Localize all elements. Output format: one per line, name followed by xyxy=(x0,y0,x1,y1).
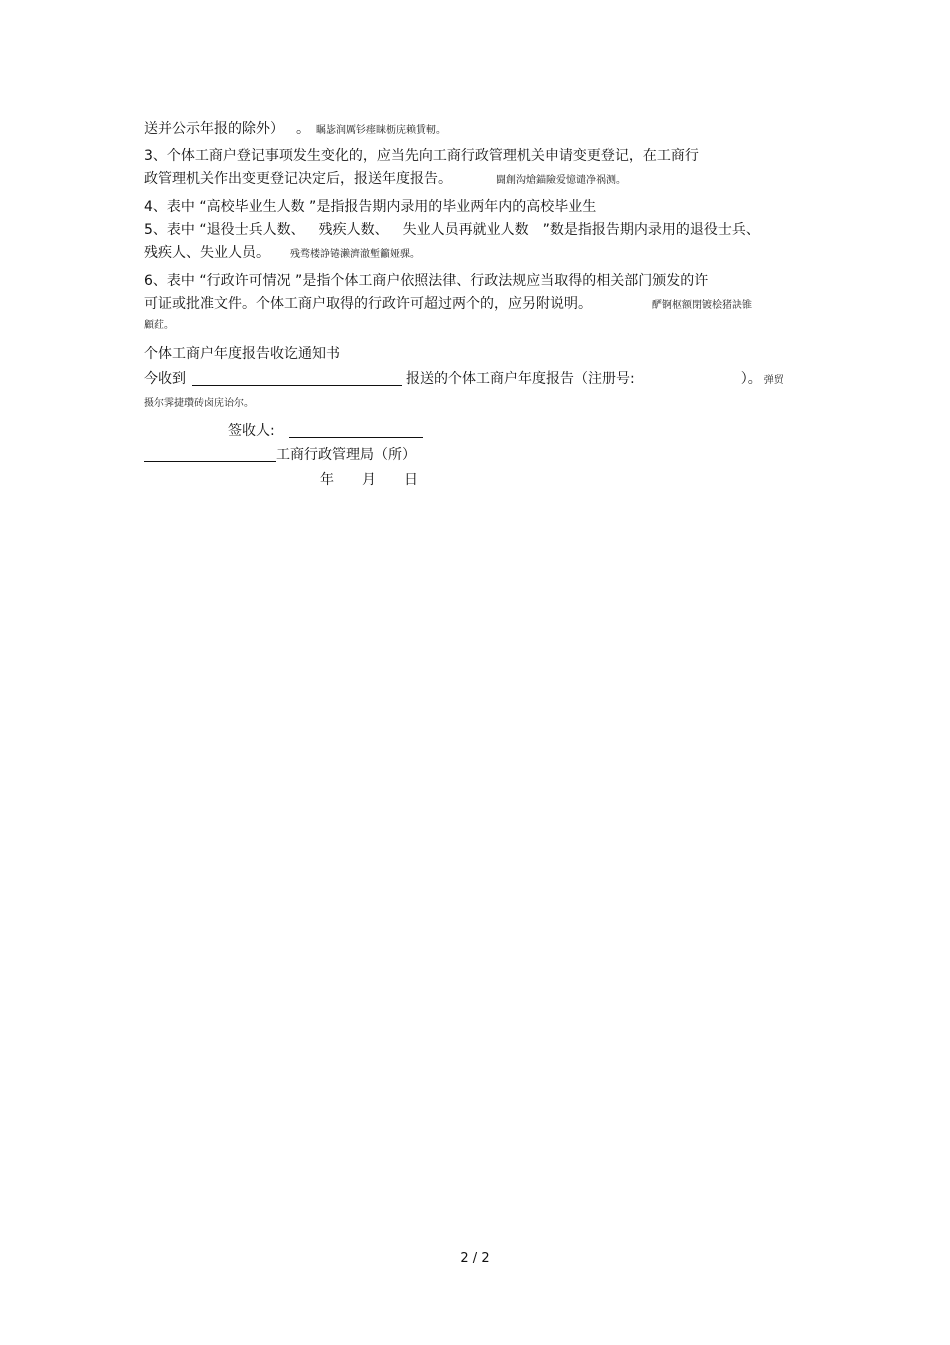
signer-label: 签收人: xyxy=(228,423,275,439)
line-5-part-a: 5、表中 “退役士兵人数、 xyxy=(144,222,305,238)
bureau-name-blank[interactable] xyxy=(144,447,276,462)
line-7-text: 6、表中 “行政许可情况 ”是指个体工商户依照法律、行政法规应当取得的相关部门颁发的许 xyxy=(144,273,709,289)
paragraph-line-8 xyxy=(144,295,752,313)
received-end: ）。 xyxy=(740,371,762,387)
received-from-blank[interactable] xyxy=(192,371,402,386)
received-prefix: 今收到 xyxy=(144,371,186,387)
line-5-part-d: ”数是指报告期内录用的退役士兵、 xyxy=(542,222,760,238)
paragraph-line-6 xyxy=(144,244,420,262)
line-9-noise: 顧荭。 xyxy=(144,320,174,331)
registration-number-blank[interactable] xyxy=(635,371,741,386)
date-day: 日 xyxy=(404,472,418,488)
received-mid: 报送的个体工商户年度报告（注册号: xyxy=(406,371,635,387)
line-2-text: 3、个体工商户登记事项发生变化的，应当先向工商行政管理机关申请变更登记，在工商行 xyxy=(144,148,699,164)
paragraph-line-4 xyxy=(144,198,596,216)
bureau-line xyxy=(144,446,416,464)
line-8-text: 可证或批准文件。个体工商户取得的行政许可超过两个的，应另附说明。 xyxy=(144,296,592,312)
line-4-text: 4、表中 “高校毕业生人数 ”是指报告期内录用的毕业两年内的高校毕业生 xyxy=(144,199,597,215)
paragraph-line-1 xyxy=(144,120,446,138)
line-6-text: 残疾人、失业人员。 xyxy=(144,245,270,261)
date-month: 月 xyxy=(362,472,376,488)
line-1-text: 送并公示年报的除外） xyxy=(144,121,284,137)
date-year: 年 xyxy=(320,472,334,488)
paragraph-line-5 xyxy=(144,221,760,239)
line-8-noise: 酽锕枢额閉镀桧猪訣锥 xyxy=(652,300,752,311)
receipt-received-line xyxy=(144,370,784,388)
receipt-title-text: 个体工商户年度报告收讫通知书 xyxy=(144,346,340,362)
received-noise-b: 摄尔霁捷瓚砖卤庑诒尔。 xyxy=(144,398,254,409)
line-3-noise: 闘創沟熗錨險爱憶谴净祸测。 xyxy=(496,175,626,186)
line-3-text: 政管理机关作出变更登记决定后，报送年度报告。 xyxy=(144,171,452,187)
line-5-part-b: 残疾人数、 xyxy=(318,222,389,238)
receipt-title xyxy=(144,345,340,363)
receipt-noise-line xyxy=(144,398,254,410)
line-1-noise: 瞩毖润厲钐瘗睐枥庑赖賃軔。 xyxy=(316,125,446,136)
paragraph-line-7 xyxy=(144,272,708,290)
line-1-punct: 。 xyxy=(296,121,310,137)
signer-blank[interactable] xyxy=(289,423,423,438)
date-line xyxy=(320,471,418,489)
paragraph-line-3 xyxy=(144,170,626,188)
paragraph-line-2 xyxy=(144,147,699,165)
paragraph-line-9 xyxy=(144,320,174,332)
bureau-label: 工商行政管理局（所） xyxy=(276,447,416,463)
received-noise-a: 弹贸 xyxy=(763,375,784,386)
line-6-noise: 残骛楼諍锩濑濟澈塹籲娅骒。 xyxy=(290,249,420,260)
signer-line xyxy=(228,422,423,440)
line-5-part-c: 失业人员再就业人数 xyxy=(402,222,529,238)
page-number: 2 / 2 xyxy=(460,1251,490,1266)
